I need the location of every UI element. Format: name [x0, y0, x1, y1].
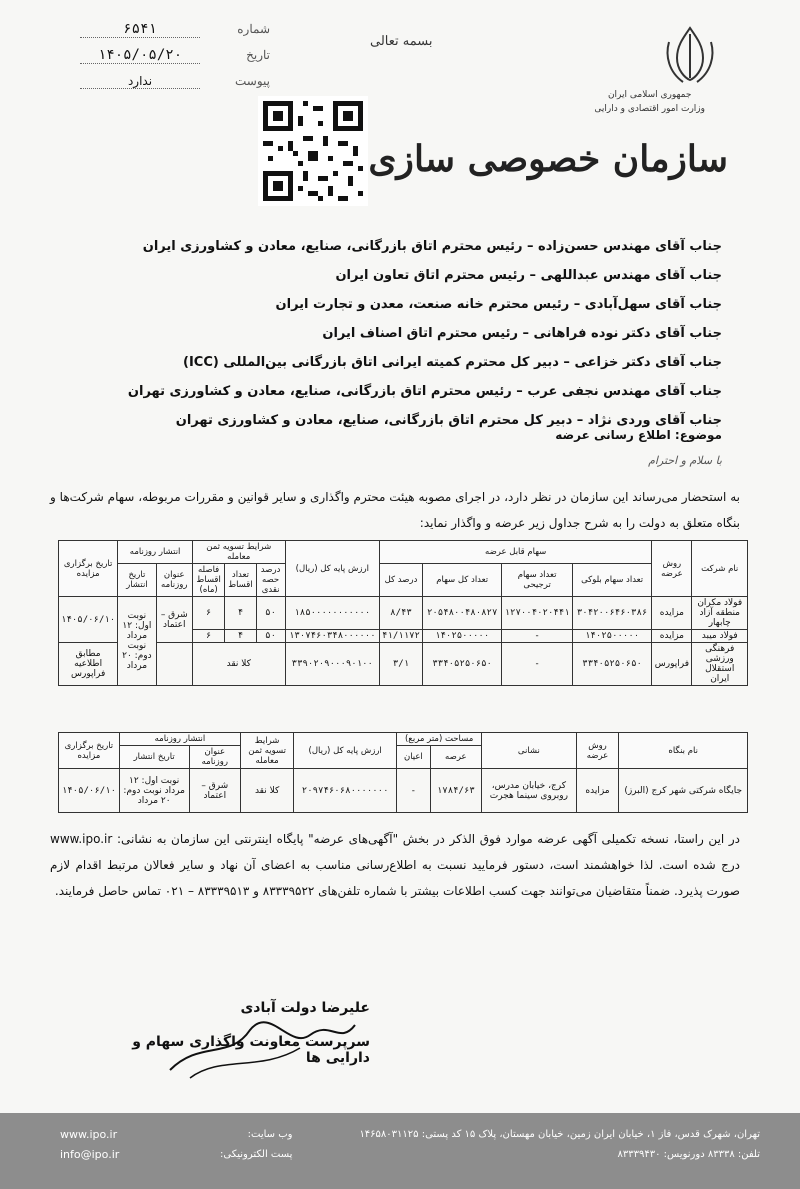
cell-base: ۱۸۵۰۰۰۰۰۰۰۰۰۰۰: [285, 597, 379, 630]
th-total-shares: تعداد کل سهام: [422, 564, 501, 597]
cell-count: ۴: [225, 597, 256, 630]
addressee-item: جناب آقای مهندس حسن‌زاده – رئیس محترم اتاق بازرگانی، صنایع، معادن و کشاورزی ایران: [142, 239, 722, 254]
cell-cash: ۵۰: [256, 597, 285, 630]
cell-method: مزایده: [576, 769, 619, 813]
cell-address: کرج، خیابان مدرس، روبروی سینما هجرت: [482, 769, 577, 813]
cell-method: فراپورس: [652, 643, 692, 686]
signature-block: [110, 1000, 370, 1066]
email-label: پست الکترونیکی:: [220, 1149, 293, 1160]
cell-newspaper: [156, 643, 192, 686]
cell-base: ۲۰۹۷۴۶۰۶۸۰۰۰۰۰۰۰: [294, 769, 397, 813]
iran-emblem-icon: [655, 20, 725, 90]
addressee-item: جناب آقای دکتر خزاعی – دبیر کل محترم کمیته ایرانی اتاق بازرگانی بین‌المللی (ICC): [183, 355, 722, 370]
addressee-list: [127, 232, 722, 435]
qr-code-icon: [258, 96, 368, 206]
gov-line-1: جمهوری اسلامی ایران: [607, 90, 692, 100]
addressee-item: جناب آقای مهندس نجفی عرب – رئیس محترم اتاق بازرگانی، صنایع، معادن و کشاورزی تهران: [127, 384, 722, 399]
cell-base: ۳۳۹۰۲۰۹۰۰۰۹۰۱۰۰: [285, 643, 379, 686]
table-row: [59, 643, 748, 686]
cell-block: ۱۴۰۲۵۰۰۰۰۰: [572, 630, 651, 643]
th-percent: درصد کل: [380, 564, 423, 597]
besmeh-text: بسمه تعالی: [370, 34, 433, 49]
th-method: روش عرضه: [652, 541, 692, 597]
cell-building: -: [397, 769, 430, 813]
th-cash-percent: درصد حصه نقدی: [256, 564, 285, 597]
cell-block: ۳۰۴۲۰۰۶۴۶۰۳۸۶: [572, 597, 651, 630]
number-label: شماره: [237, 22, 270, 36]
cell-asset-name: جایگاه شرکتی شهر کرج (البرز): [619, 769, 748, 813]
gov-line-2: وزارت امور اقتصادی و دارایی: [594, 104, 705, 114]
website-link[interactable]: www.ipo.ir: [60, 1128, 118, 1141]
cell-percent: ۸/۴۳: [380, 597, 423, 630]
cell-percent: ۳/۱: [380, 643, 423, 686]
cell-terms: کلا نقد: [241, 769, 294, 813]
footer-address-line: تهران، شهرک قدس، فاز ۱، خیابان ایران زمین، خیابان مهستان، پلاک ۱۵ کد پستی: ۱۴۶۵۸۰۳۱۱۲۵: [359, 1129, 760, 1140]
addressee-item: جناب آقای سهل‌آبادی – رئیس محترم خانه صنعت، معدن و تجارت ایران: [275, 297, 722, 312]
cell-percent: ۴۱/۱۱۷۲: [380, 630, 423, 643]
organization-name: سازمان خصوصی سازی: [368, 138, 728, 180]
th-company: نام شرکت: [692, 541, 748, 597]
cell-method: مزایده: [652, 597, 692, 630]
attachment-value: ندارد: [80, 74, 200, 89]
cell-cash: ۵۰: [256, 630, 285, 643]
addressee-item: جناب آقای مهندس عبداللهی – رئیس محترم اتاق تعاون ایران: [335, 268, 722, 283]
th-land-area: عرصه: [430, 746, 482, 769]
th-publication-date: تاریخ انتشار: [119, 746, 189, 769]
th-publication-group: انتشار روزنامه: [119, 733, 240, 746]
table-row: [59, 597, 748, 630]
th-publication-group: انتشار روزنامه: [118, 541, 193, 564]
th-newspaper: عنوان روزنامه: [189, 746, 241, 769]
cell-publication-date: نوبت اول: ۱۲ مرداد نوبت دوم: ۲۰ مرداد: [119, 769, 189, 813]
asset-offer-table: [58, 732, 748, 813]
cell-total: ۱۴۰۲۵۰۰۰۰۰: [422, 630, 501, 643]
footer-labels: [220, 1125, 292, 1165]
email-link[interactable]: info@ipo.ir: [60, 1148, 120, 1161]
cell-count: ۴: [225, 630, 256, 643]
cell-company: فرهنگی ورزشی استقلال ایران: [692, 643, 748, 686]
footer-phone-line: تلفن: ۸۳۳۳۸ دورنویس: ۸۳۳۳۹۴۳۰: [617, 1149, 760, 1160]
th-publication-date: تاریخ انتشار: [118, 564, 156, 597]
cell-newspaper: شرق – اعتماد: [156, 597, 192, 643]
cell-company: فولاد مکران منطقه آزاد چابهار: [692, 597, 748, 630]
th-area-group: مساحت (متر مربع): [397, 733, 482, 746]
closing-paragraph: در این راستا، نسخه تکمیلی آگهی عرضه موارد فوق الذکر در بخش "آگهی‌های عرضه" پایگاه اینترنتی این سازمان به نشانی: www.ipo.ir درج شده است. لذا خواهشمند است، دستور فرمایید نسبت به اطلاع‌رسانی مناسب به اعضای آن نهاد و سایر فعالان مرتبط اقدام لازم صورت پذیرد. ضمناً متقاضیان می‌توانند جهت کسب اطلاعات بیشتر با شماره تلفن‌های ۸۳۳۳۹۵۲۲ و ۸۳۳۳۹۵۱۳ – ۰۲۱ تماس حاصل فرمایند.: [50, 832, 740, 898]
signer-title: سرپرست معاونت واگذاری سهام و دارایی ها: [132, 1034, 370, 1066]
date-label: تاریخ: [246, 48, 270, 62]
th-building-area: اعیان: [397, 746, 430, 769]
th-method: روش عرضه: [576, 733, 619, 769]
cell-publication-date: نوبت اول: ۱۲ مرداد نوبت دوم: ۲۰ مرداد: [118, 597, 156, 686]
footer-address: [290, 1125, 760, 1165]
cell-method: مزایده: [652, 630, 692, 643]
th-offer-date: تاریخ برگزاری مزایده: [59, 541, 118, 597]
cell-offer-date: ۱۴۰۵/۰۶/۱۰: [59, 597, 118, 643]
attachment-label: پیوست: [235, 74, 270, 88]
th-newspaper: عنوان روزنامه: [156, 564, 192, 597]
number-row: [80, 16, 270, 42]
date-value: ۱۴۰۵/۰۵/۲۰: [80, 47, 200, 64]
th-base-value: ارزش پایه کل (ریال): [285, 541, 379, 597]
th-address: نشانی: [482, 733, 577, 769]
addressee-item: جناب آقای وردی نژاد – دبیر کل محترم اتاق بازرگانی، صنایع، معادن و کشاورزی تهران: [175, 413, 722, 428]
government-heading: [594, 88, 705, 116]
signer-name: علیرضا دولت آبادی: [240, 1000, 370, 1016]
cell-offer-date: ۱۴۰۵/۰۶/۱۰: [59, 769, 120, 813]
th-block-shares: تعداد سهام بلوکی: [572, 564, 651, 597]
cell-gap: ۶: [192, 597, 224, 630]
cell-gap: ۶: [192, 630, 224, 643]
site-label: وب سایت:: [247, 1129, 293, 1140]
subject-line: موضوع: اطلاع رسانی عرضه: [555, 428, 722, 442]
th-pref-shares: تعداد سهام ترجیحی: [502, 564, 573, 597]
attachment-row: [80, 68, 270, 94]
cell-pref: ۱۲۷۰۰۴۰۲۰۴۴۱: [502, 597, 573, 630]
letter-meta: [80, 16, 270, 94]
addressee-item: جناب آقای دکتر نوده فراهانی – رئیس محترم اتاق اصناف ایران: [322, 326, 722, 341]
letterhead-footer: [0, 1113, 800, 1189]
cell-base: ۱۳۰۷۴۶۰۳۴۸۰۰۰۰۰۰: [285, 630, 379, 643]
intro-paragraph: به استحضار می‌رساند این سازمان در نظر دارد، در اجرای مصوبه هیئت محترم واگذاری و سایر قوانین و مقررات مربوطه، سهام شرکت‌ها و بنگاه متعلق به دولت را به شرح جداول زیر عرضه و واگذار نماید:: [50, 490, 740, 530]
salutation: با سلام و احترام: [648, 454, 722, 467]
th-installment-count: تعداد اقساط: [225, 564, 256, 597]
cell-total: ۳۳۴۰۵۲۵۰۶۵۰: [422, 643, 501, 686]
shares-offer-table: [58, 540, 748, 686]
table-row: [59, 769, 748, 813]
cell-terms: کلا نقد: [192, 643, 285, 686]
cell-offer-note: مطابق اطلاعیه فراپورس: [59, 643, 118, 686]
date-row: [80, 42, 270, 68]
th-base-value: ارزش پایه کل (ریال): [294, 733, 397, 769]
footer-links: [60, 1125, 119, 1165]
th-terms-group: شرایط تسویه ثمن معامله: [192, 541, 285, 564]
cell-company: فولاد میبد: [692, 630, 748, 643]
th-shares-group: سهام قابل عرضه: [380, 541, 652, 564]
number-value: ۶۵۴۱: [80, 21, 200, 38]
cell-land: ۱۷۸۴/۶۳: [430, 769, 482, 813]
cell-newspaper: شرق – اعتماد: [189, 769, 241, 813]
th-asset-name: نام بنگاه: [619, 733, 748, 769]
th-installment-gap: فاصله اقساط (ماه): [192, 564, 224, 597]
cell-total: ۲۰۵۴۸۰۰۴۸۰۸۲۷: [422, 597, 501, 630]
th-terms: شرایط تسویه ثمن معامله: [241, 733, 294, 769]
cell-pref: -: [502, 643, 573, 686]
cell-pref: -: [502, 630, 573, 643]
th-offer-date: تاریخ برگزاری مزایده: [59, 733, 120, 769]
cell-block: ۳۳۴۰۵۲۵۰۶۵۰: [572, 643, 651, 686]
